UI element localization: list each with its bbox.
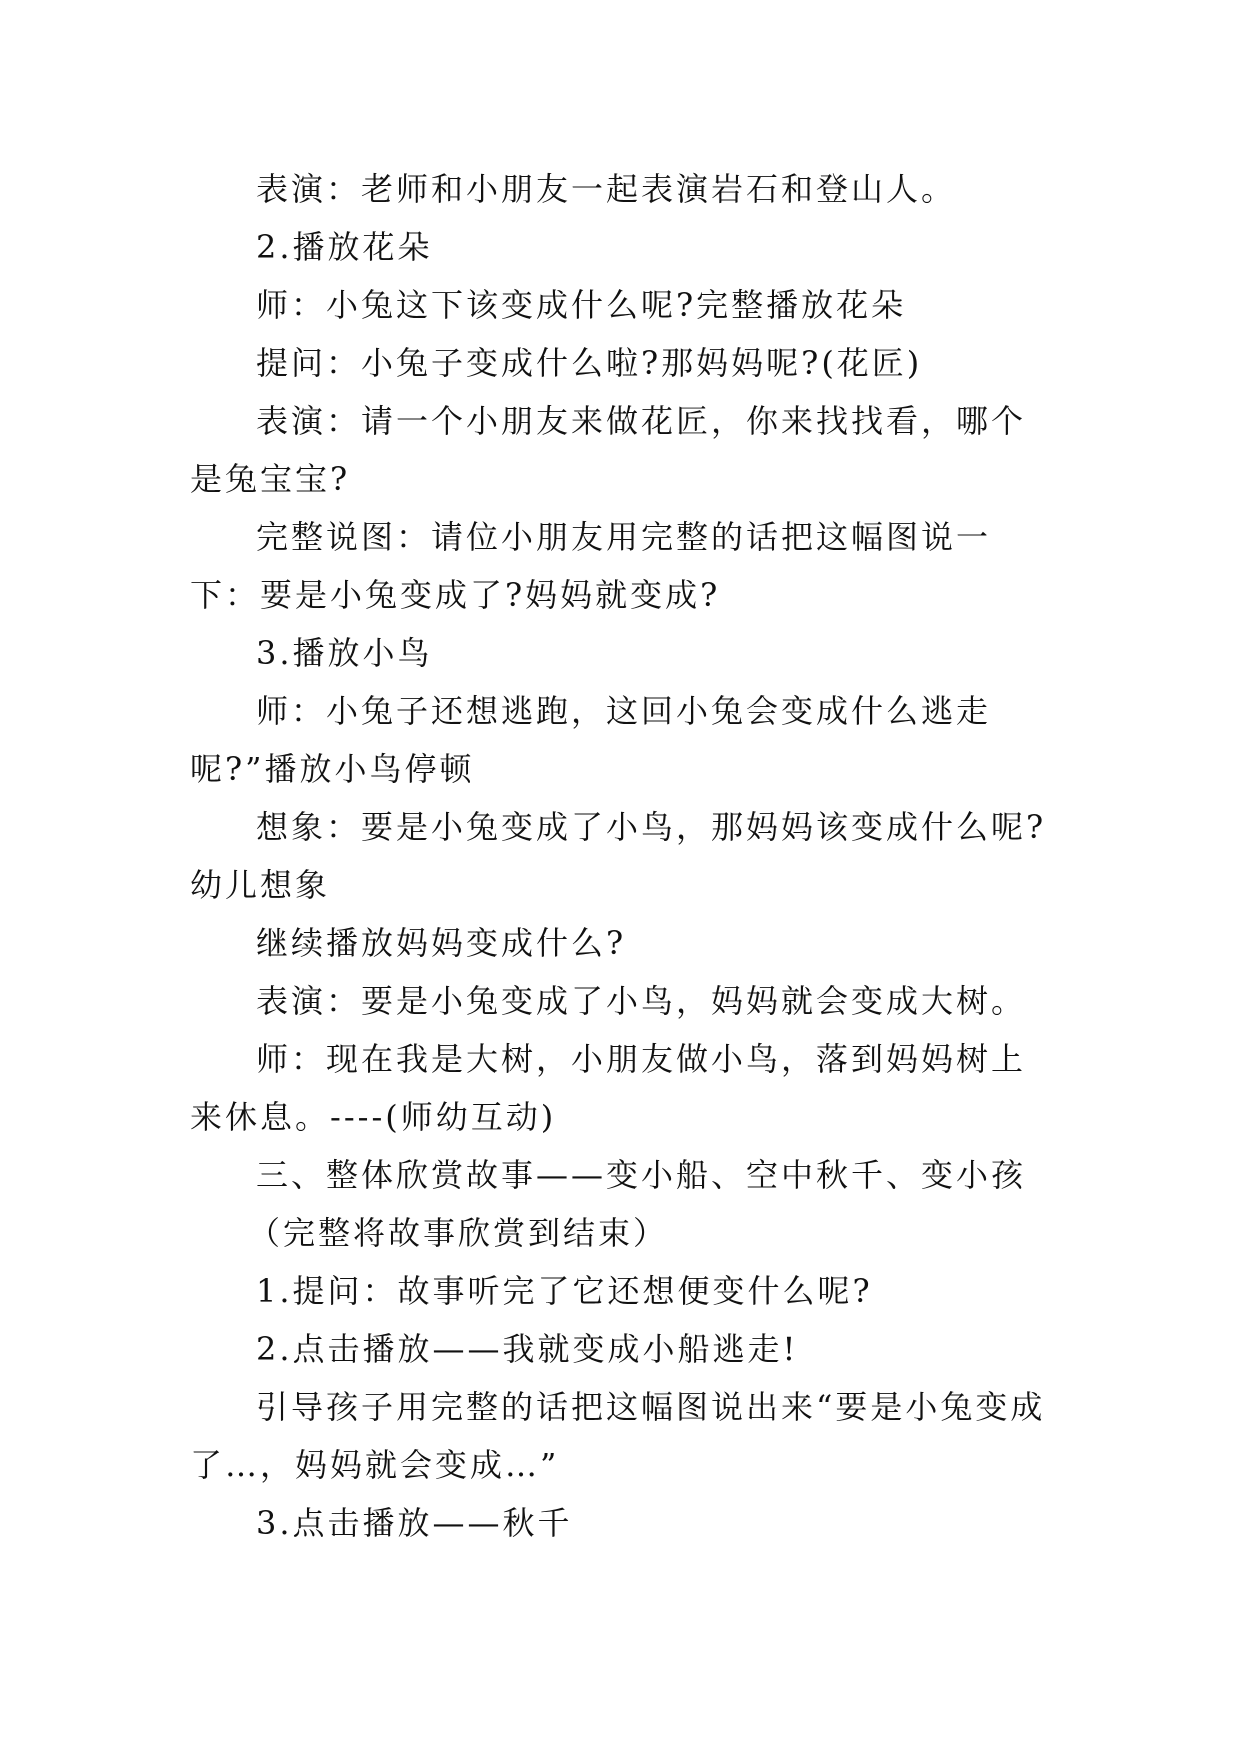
paragraph-play-bird: 3.播放小鸟	[256, 634, 433, 672]
paragraph-teacher-interaction: 师：现在我是大树，小朋友做小鸟，落到妈妈树上来休息。----(师幼互动)	[190, 1040, 1027, 1136]
paragraph-performance-tree: 表演：要是小兔变成了小鸟，妈妈就会变成大树。	[256, 982, 1027, 1020]
paragraph-performance-rock: 表演：老师和小朋友一起表演岩石和登山人。	[256, 170, 957, 208]
paragraph-play-boat: 2.点击播放——我就变成小船逃走!	[256, 1330, 799, 1368]
paragraph-describe-picture: 完整说图：请位小朋友用完整的话把这幅图说一下：要是小兔变成了?妈妈就变成?	[190, 518, 992, 614]
paragraph-continue-play: 继续播放妈妈变成什么?	[256, 924, 627, 962]
document-body	[190, 160, 1050, 1552]
paragraph-question-change: 1.提问：故事听完了它还想便变什么呢?	[256, 1272, 873, 1310]
paragraph-performance-gardener: 表演：请一个小朋友来做花匠，你来找找看，哪个是兔宝宝?	[190, 402, 1027, 498]
paragraph-imagine: 想象：要是小兔变成了小鸟，那妈妈该变成什么呢?幼儿想象	[190, 808, 1047, 904]
paragraph-section-three: 三、整体欣赏故事——变小船、空中秋千、变小孩	[256, 1156, 1027, 1194]
paragraph-play-swing: 3.点击播放——秋千	[256, 1504, 573, 1542]
paragraph-ask-gardener: 提问：小兔子变成什么啦?那妈妈呢?(花匠)	[256, 344, 923, 382]
paragraph-section-note: （完整将故事欣赏到结束）	[248, 1214, 669, 1252]
paragraph-teacher-escape: 师：小兔子还想逃跑，这回小兔会变成什么逃走呢?”播放小鸟停顿	[190, 692, 992, 788]
paragraph-guide-children: 引导孩子用完整的话把这幅图说出来“要是小兔变成了…，妈妈就会变成…”	[190, 1388, 1046, 1484]
paragraph-play-flower: 2.播放花朵	[256, 228, 433, 266]
paragraph-teacher-question-flower: 师：小兔这下该变成什么呢?完整播放花朵	[256, 286, 907, 324]
